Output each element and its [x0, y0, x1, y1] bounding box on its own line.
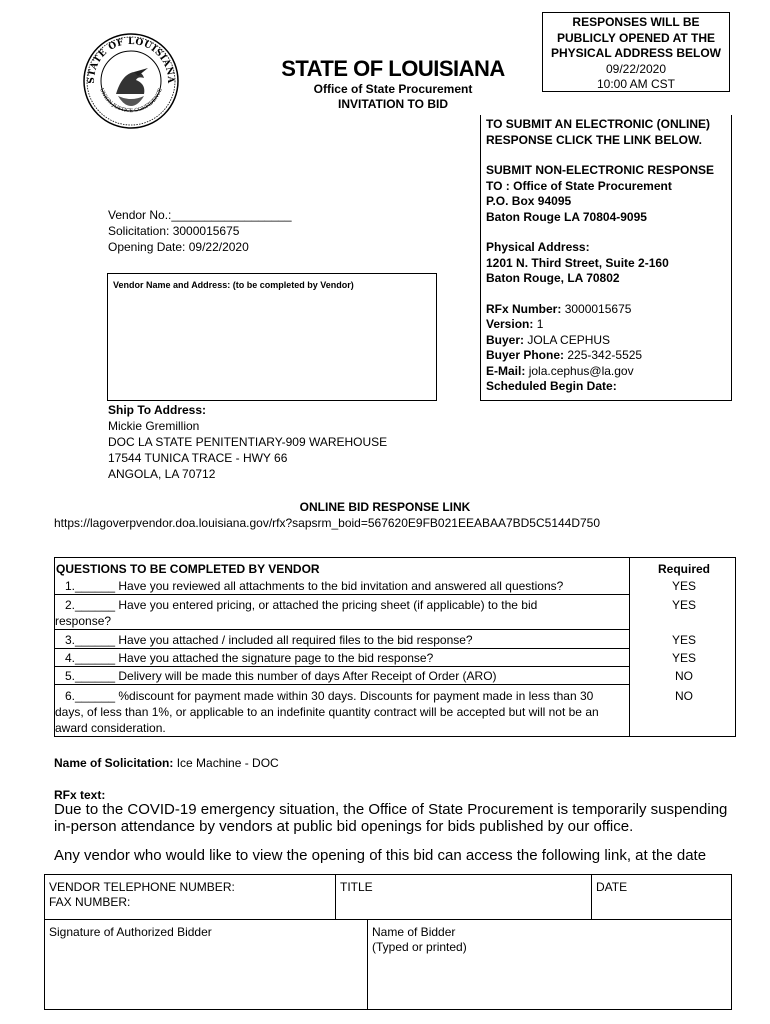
vendor-name-address-box[interactable]	[107, 273, 437, 401]
physical-address-label: Physical Address:	[486, 240, 590, 254]
question-required: YES	[671, 579, 696, 593]
solicitation-number: Solicitation: 3000015675	[108, 224, 240, 238]
signature-label: Signature of Authorized Bidder	[49, 925, 212, 939]
required-header: Required	[657, 562, 710, 576]
online-link-title: ONLINE BID RESPONSE LINK	[299, 500, 471, 514]
response-time: 10:00 AM CST	[596, 77, 676, 91]
online-bid-link[interactable]: https://lagoverpvendor.doa.louisiana.gov/rfx?sapsrm_boid=567620E9FB021EEABAA7BD5C5144D750	[54, 516, 601, 530]
buyer-row: Buyer: JOLA CEPHUS	[486, 332, 611, 347]
response-date: 09/22/2020	[605, 61, 667, 76]
opening-date: Opening Date: 09/22/2020	[108, 240, 249, 254]
vendor-phone-field[interactable]	[49, 880, 235, 910]
bidder-name-sublabel: (Typed or printed)	[372, 940, 467, 954]
questions-header: QUESTIONS TO BE COMPLETED BY VENDOR	[56, 562, 320, 576]
response-notice-line2: PUBLICLY OPENED AT THE	[556, 30, 716, 45]
rfx-number: 3000015675	[564, 301, 632, 316]
svg-text:STATE OF LOUISIANA: STATE OF LOUISIANA	[86, 36, 176, 84]
buyer-email-row: E-Mail: jola.cephus@la.gov	[486, 363, 634, 378]
question-row: 1.______ Have you reviewed all attachments to the bid invitation and answered all questions?	[55, 578, 629, 595]
physical-street: 1201 N. Third Street, Suite 2-160	[486, 255, 669, 270]
rfx-text-paragraph-2: Any vendor who would like to view the opening of this bid can access the following link, at the date	[54, 847, 707, 864]
nonelectronic-line2: TO : Office of State Procurement	[486, 178, 672, 193]
question-row: 3.______ Have you attached / included all required files to the bid response?	[55, 632, 629, 649]
electronic-line1: TO SUBMIT AN ELECTRONIC (ONLINE)	[486, 117, 710, 131]
question-required: YES	[671, 598, 696, 612]
ship-to-line2: 17544 TUNICA TRACE - HWY 66	[108, 451, 288, 465]
page-subtitle	[262, 82, 524, 112]
bidder-name-label: Name of Bidder	[372, 925, 456, 939]
date-field[interactable]	[596, 880, 627, 895]
question-required: NO	[675, 669, 693, 683]
question-required: NO	[675, 689, 693, 703]
buyer-email: jola.cephus@la.gov	[528, 363, 634, 378]
response-notice-line3: PHYSICAL ADDRESS BELOW	[550, 46, 721, 60]
ship-to-name: Mickie Gremillion	[108, 419, 200, 433]
question-row: 2.______ Have you entered pricing, or attached the pricing sheet (if applicable) to the bid response?	[55, 597, 629, 630]
vendor-questions-table	[54, 557, 736, 737]
submission-info-box	[480, 115, 732, 401]
rfx-text-paragraph: Due to the COVID-19 emergency situation, the Office of State Procurement is temporarily suspending in-person attendance by vendors at public bid openings for bids published by our office.	[54, 801, 728, 835]
vendor-info	[108, 207, 292, 255]
rfx-text-label: RFx text:	[54, 788, 106, 802]
po-box: P.O. Box 94095	[486, 194, 572, 208]
signature-field[interactable]	[49, 925, 212, 940]
rfx-version: 1	[536, 317, 544, 331]
state-seal-icon	[82, 32, 180, 130]
physical-city: Baton Rouge, LA 70802	[486, 271, 620, 285]
buyer-phone-row: Buyer Phone: 225-342-5525	[486, 348, 643, 362]
state-seal	[82, 32, 180, 130]
signature-block	[44, 874, 732, 1010]
rfx-number-row: RFx Number: 3000015675	[486, 301, 632, 316]
title-field[interactable]	[340, 880, 373, 895]
fax-number-label: FAX NUMBER:	[49, 895, 131, 909]
question-row: 4.______ Have you attached the signature page to the bid response?	[55, 650, 629, 667]
vendor-phone-label: VENDOR TELEPHONE NUMBER:	[49, 880, 235, 894]
document-type: INVITATION TO BID	[338, 97, 448, 111]
svg-text:UNION JUSTICE CONFIDENCE: UNION JUSTICE CONFIDENCE	[98, 87, 164, 115]
ship-to-label: Ship To Address:	[108, 403, 207, 417]
question-row: 6.______ %discount for payment made within 30 days. Discounts for payment made in less than 30 days, of less than 1%, or applicable to an indefinite quantity contract will be accepted but will not be an award consideration.	[55, 689, 599, 735]
nonelectronic-line1: SUBMIT NON-ELECTRONIC RESPONSE	[486, 163, 715, 177]
buyer-phone: 225-342-5525	[567, 348, 643, 362]
ship-to-line1: DOC LA STATE PENITENTIARY-909 WAREHOUSE	[108, 435, 388, 449]
ship-to-line3: ANGOLA, LA 70712	[108, 467, 216, 481]
mailing-city: Baton Rouge LA 70804-9095	[486, 209, 647, 224]
buyer-name: JOLA CEPHUS	[527, 332, 611, 347]
rfx-version-row: Version: 1	[486, 317, 544, 331]
question-required: YES	[671, 651, 696, 665]
scheduled-begin-label: Scheduled Begin Date:	[486, 379, 617, 393]
page-title: STATE OF LOUISIANA	[281, 56, 505, 81]
question-required: YES	[671, 633, 696, 647]
vendor-number: Vendor No.:__________________	[108, 208, 292, 222]
electronic-line2: RESPONSE CLICK THE LINK BELOW.	[486, 132, 703, 147]
solicitation-name-value: Ice Machine - DOC	[176, 756, 279, 770]
bidder-name-field[interactable]	[372, 925, 467, 955]
date-label: DATE	[596, 880, 628, 894]
response-notice-line1: RESPONSES WILL BE	[572, 15, 700, 29]
ship-to-address	[108, 402, 387, 482]
title-label: TITLE	[340, 880, 373, 894]
office-name: Office of State Procurement	[313, 82, 473, 96]
solicitation-name: Name of Solicitation: Ice Machine - DOC	[54, 756, 279, 770]
response-notice-box	[542, 12, 730, 92]
vendor-name-address-label: Vendor Name and Address: (to be completed by Vendor)	[113, 280, 354, 290]
question-row: 5.______ Delivery will be made this number of days After Receipt of Order (ARO)	[55, 668, 629, 685]
